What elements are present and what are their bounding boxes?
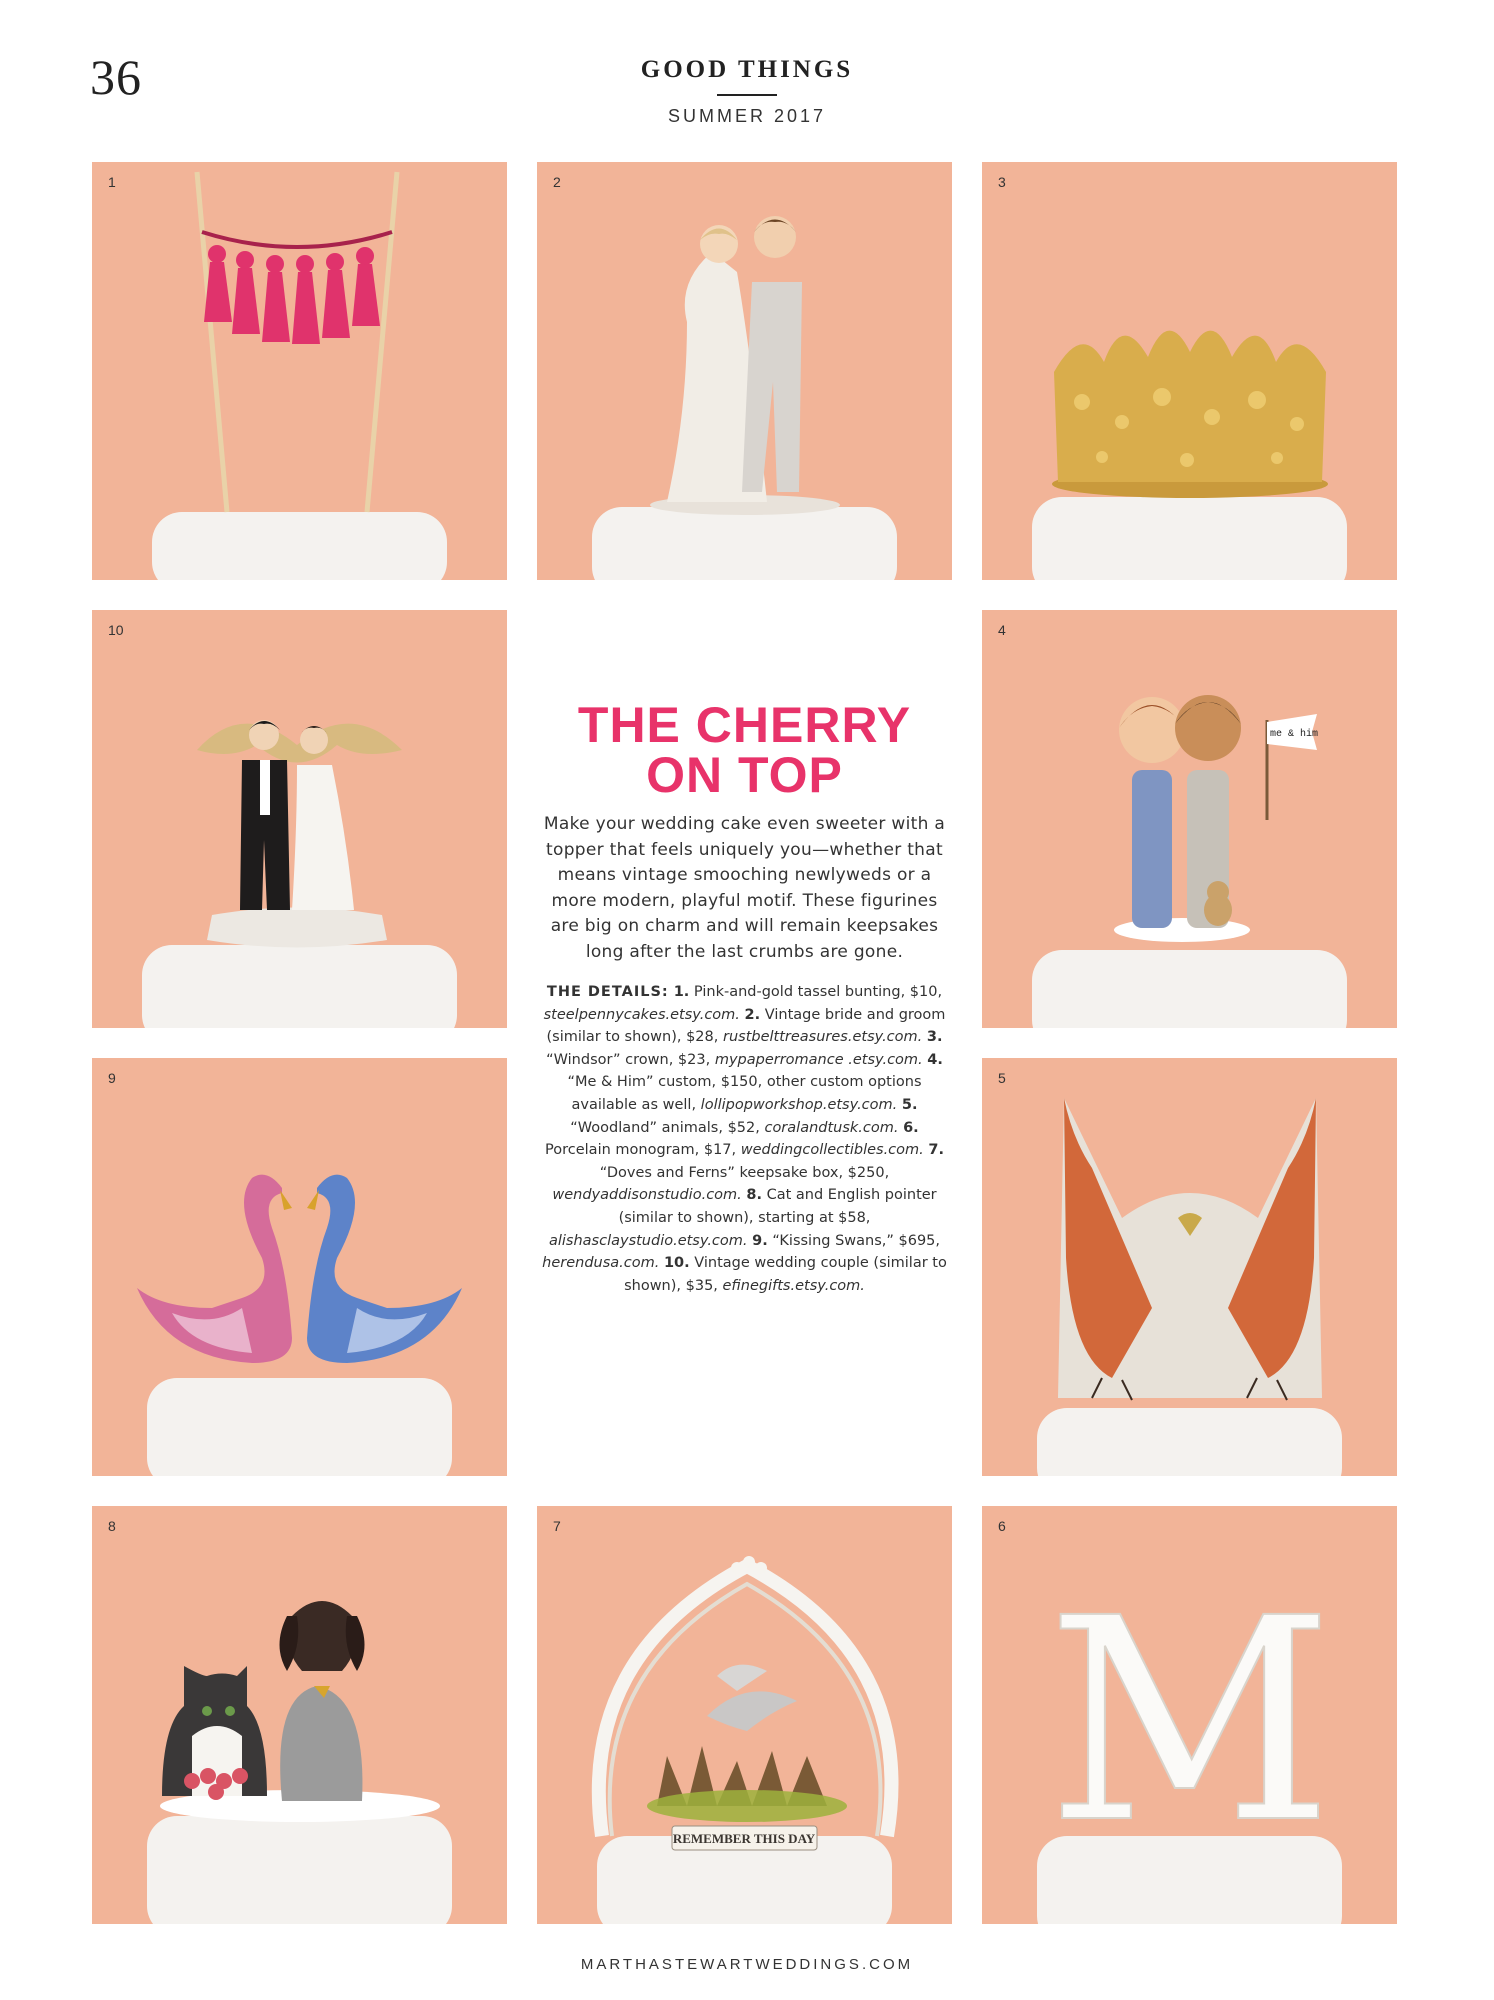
vintage-couple-illustration bbox=[92, 610, 507, 1028]
detail-number: 2. bbox=[744, 1006, 761, 1023]
detail-text: “Windsor” crown, $23, bbox=[546, 1051, 715, 1068]
detail-number: 8. bbox=[746, 1187, 762, 1204]
section-title: GOOD THINGS bbox=[640, 56, 854, 83]
photo-tile-7 bbox=[537, 1506, 952, 1924]
tile-number: 7 bbox=[553, 1518, 561, 1534]
tile-number: 3 bbox=[998, 174, 1006, 190]
crown-illustration bbox=[982, 162, 1397, 580]
detail-text: “Me & Him” custom, $150, other custom options available as well, bbox=[567, 1074, 922, 1113]
detail-text: Pink-and-gold tassel bunting, $10, bbox=[689, 984, 943, 1000]
tassel-bunting-illustration bbox=[92, 162, 507, 580]
detail-number: 10. bbox=[663, 1255, 690, 1272]
photo-tile-3 bbox=[982, 162, 1397, 580]
me-and-him-illustration bbox=[982, 610, 1397, 1028]
detail-text: “Doves and Ferns” keepsake box, $250, bbox=[599, 1164, 890, 1181]
photo-tile-2 bbox=[537, 162, 952, 580]
doves-keepsake-box-illustration bbox=[537, 1506, 952, 1924]
photo-tile-1 bbox=[92, 162, 507, 580]
bride-groom-illustration bbox=[537, 162, 952, 580]
photo-tile-9 bbox=[92, 1058, 507, 1476]
footer-url: MARTHASTEWARTWEDDINGS.COM bbox=[580, 1956, 914, 1973]
detail-number: 3. bbox=[926, 1029, 943, 1046]
flag-label: me & him bbox=[1270, 729, 1319, 740]
photo-tile-8 bbox=[92, 1506, 507, 1924]
detail-text: “Kissing Swans,” $695, bbox=[767, 1232, 941, 1249]
detail-text: Porcelain monogram, $17, bbox=[545, 1142, 741, 1159]
detail-site: mypaperromance .etsy.com. bbox=[714, 1051, 923, 1068]
detail-number: 7. bbox=[928, 1142, 944, 1159]
photo-tile-5 bbox=[982, 1058, 1397, 1476]
tile-number: 5 bbox=[998, 1070, 1006, 1086]
article-intro: Make your wedding cake even sweeter with a topper that feels uniquely you—whether that means vintage smooching newlyweds or a more modern, playful motif. These figurines are big on charm and will remain keepsakes long after the last crumbs are gone. bbox=[543, 814, 946, 962]
detail-number: 5. bbox=[901, 1096, 918, 1113]
article-headline bbox=[537, 697, 952, 803]
section-divider bbox=[717, 94, 777, 96]
detail-site: weddingcollectibles.com. bbox=[740, 1142, 924, 1159]
detail-site: efinegifts.etsy.com. bbox=[722, 1277, 865, 1294]
tile-number: 6 bbox=[998, 1518, 1006, 1534]
tile-number: 10 bbox=[108, 622, 124, 638]
section-header bbox=[0, 56, 1494, 127]
article-details bbox=[537, 981, 952, 1297]
detail-text: Vintage bride and groom (similar to shown), $28, bbox=[546, 1006, 946, 1046]
tile-number: 1 bbox=[108, 174, 116, 190]
photo-tile-10 bbox=[92, 610, 507, 1028]
tile-number: 2 bbox=[553, 174, 561, 190]
tile-number: 9 bbox=[108, 1070, 116, 1086]
section-subtitle: SUMMER 2017 bbox=[667, 106, 827, 126]
tile-number: 8 bbox=[108, 1518, 116, 1534]
kissing-swans-illustration bbox=[92, 1058, 507, 1476]
detail-site: steelpennycakes.etsy.com. bbox=[543, 1006, 740, 1023]
details-label: THE DETAILS: bbox=[546, 984, 669, 1000]
detail-number: 9. bbox=[752, 1232, 768, 1249]
page-number: 36 bbox=[90, 49, 142, 105]
detail-site: lollipopworkshop.etsy.com. bbox=[700, 1096, 898, 1113]
detail-number: 6. bbox=[903, 1119, 919, 1136]
headline-line-2: ON TOP bbox=[646, 747, 843, 803]
tile-number: 4 bbox=[998, 622, 1006, 638]
detail-site: coralandtusk.com. bbox=[764, 1119, 899, 1136]
cat-and-dog-illustration bbox=[92, 1506, 507, 1924]
detail-text: Vintage wedding couple (similar to shown), $35, bbox=[624, 1255, 947, 1294]
detail-site: herendusa.com. bbox=[542, 1255, 660, 1272]
detail-number: 4. bbox=[927, 1051, 943, 1068]
monogram-letter: M bbox=[1046, 1559, 1334, 1885]
photo-tile-4 bbox=[982, 610, 1397, 1028]
detail-site: rustbelttreasures.etsy.com. bbox=[722, 1029, 923, 1046]
remember-this-day-banner: REMEMBER THIS DAY bbox=[672, 1831, 816, 1846]
detail-number: 1. bbox=[673, 984, 690, 1000]
monogram-illustration bbox=[982, 1506, 1397, 1924]
detail-text: Cat and English pointer (similar to shown), starting at $58, bbox=[618, 1187, 937, 1226]
photo-tile-6 bbox=[982, 1506, 1397, 1924]
detail-site: alishasclaystudio.etsy.com. bbox=[548, 1232, 748, 1249]
article bbox=[537, 697, 952, 1297]
fox-crown-illustration bbox=[982, 1058, 1397, 1476]
detail-site: wendyaddisonstudio.com. bbox=[552, 1187, 742, 1204]
detail-text: “Woodland” animals, $52, bbox=[570, 1119, 765, 1136]
headline-line-1: THE CHERRY bbox=[577, 697, 912, 753]
